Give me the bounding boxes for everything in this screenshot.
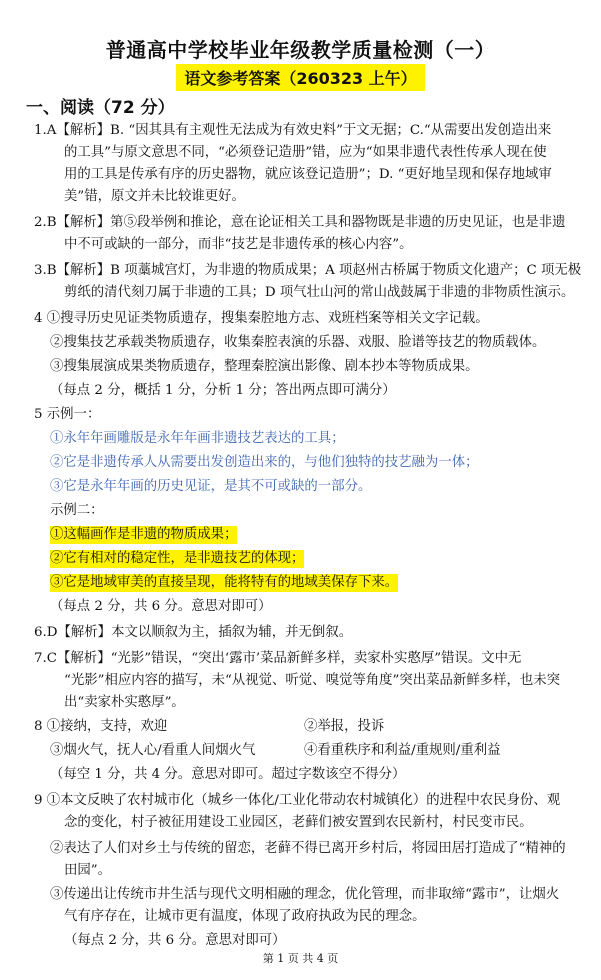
answer-line: 剪纸的清代刻刀属于非遗的工具；D 项气壮山河的常山战鼓属于非遗的非物质性演示。: [64, 285, 575, 300]
answer-line: 美”错，原文并未比较谁更好。: [64, 189, 245, 204]
answer-line: 9 ①本文反映了农村城市化（城乡一体化/工业化带动农村城镇化）的进程中农民身份、观: [34, 793, 561, 808]
answer-line: ③它是地域审美的直接呈现，能将特有的地域美保存下来。: [50, 575, 399, 590]
answer-line: 6.D【解析】本文以顺叙为主，插叙为辅，并无倒叙。: [34, 625, 353, 640]
answer-line: 8 ①接纳，支持，欢迎: [34, 719, 168, 734]
answer-line: 2.B【解析】第⑤段举例和推论，意在论证相关工具和器物既是非遗的历史见证，也是非遗: [34, 215, 566, 230]
answer-line: ④看重秩序和利益/重规则/重利益: [304, 743, 501, 758]
answer-line: 5 示例一：: [34, 407, 101, 422]
answer-line: ①永年年画雕版是永年年画非遗技艺表达的工具；: [50, 431, 345, 446]
document-subtitle: 语文参考答案（260323 上午）: [176, 64, 424, 91]
answer-line: ②表达了人们对乡土与传统的留恋，老藓不得已离开乡村后，将园田居打造成了“精神的: [50, 841, 566, 856]
answer-line: 用的工具是传承有序的历史器物，就应该登记造册”；D. “更好地呈现和保存地域审: [64, 167, 552, 182]
page-footer: 第 1 页 共 4 页: [262, 952, 339, 965]
answer-line: 示例二：: [50, 503, 104, 518]
answer-line: （每点 2 分，概括 1 分，分析 1 分；答出两点即可满分）: [50, 383, 396, 398]
answer-line: （每空 1 分，共 4 分。意思对即可。超过字数该空不得分）: [50, 767, 406, 782]
answer-line: 田园”。: [64, 863, 112, 878]
document-title: 普通高中学校毕业年级教学质量检测（一）: [105, 38, 496, 62]
answer-line: 中不可或缺的一部分，而非“技艺是非遗传承的核心内容”。: [64, 237, 413, 252]
answer-line: ②它是非遗传承人从需要出发创造出来的，与他们独特的技艺融为一体；: [50, 455, 479, 470]
answer-line: ③它是永年年画的历史见证，是其不可或缺的一部分。: [50, 479, 372, 494]
answer-line: ③烟火气，抚人心/看重人间烟火气: [50, 743, 256, 758]
answer-line: ①这幅画作是非遗的物质成果；: [50, 527, 238, 542]
subtitle-container: [0, 64, 601, 91]
answer-line: 念的变化，村子被征用建设工业园区，老藓们被安置到农民新村，村民变市民。: [64, 815, 533, 830]
answer-line: ②它有相对的稳定性，是非遗技艺的体现；: [50, 551, 305, 566]
answer-line: 7.C【解析】“光影”错误，“突出‘露市’菜品新鲜多样，卖家朴实憨厚”错误。文中无: [34, 651, 522, 666]
answer-line: 的工具”与原文意思不同，“必须登记造册”错，应为“如果非遗代表性传承人现在使: [64, 145, 547, 160]
answer-line: 1.A【解析】B. “因其具有主观性无法成为有效史料”于文无据；C.“从需要出发创造出来: [34, 123, 552, 138]
answer-line: 气有序存在，让城市更有温度，体现了政府执政为民的理念。: [64, 909, 426, 924]
answer-line: ②举报，投诉: [304, 719, 385, 734]
answer-line: “光影”相应内容的描写，未“从视觉、听觉、嗅觉等角度”突出菜品新鲜多样，也未突: [64, 673, 561, 688]
answer-line: （每点 2 分，共 6 分。意思对即可）: [64, 933, 286, 948]
answer-line: ②搜集技艺承载类物质遗存，收集秦腔表演的乐器、戏服、脸谱等技艺的物质载体。: [50, 335, 546, 350]
answer-line: ③传递出让传统市井生活与现代文明相融的理念，优化管理，而非取缔“露市”，让烟火: [50, 887, 560, 902]
answer-line: （每点 2 分，共 6 分。意思对即可）: [50, 599, 272, 614]
answer-line: ③搜集展演成果类物质遗存，整理秦腔演出影像、剧本抄本等物质成果。: [50, 359, 479, 374]
answer-line: 出“卖家朴实憨厚”。: [64, 695, 185, 710]
answer-line: 3.B【解析】B 项藁城宫灯，为非遗的物质成果；A 项赵州古桥属于物质文化遗产；C 项无极: [34, 263, 582, 278]
section-title: 一、阅读（72 分）: [26, 98, 175, 118]
answer-line: 4 ①搜寻历史见证类物质遗存，搜集秦腔地方志、戏班档案等相关文字记载。: [34, 311, 489, 326]
